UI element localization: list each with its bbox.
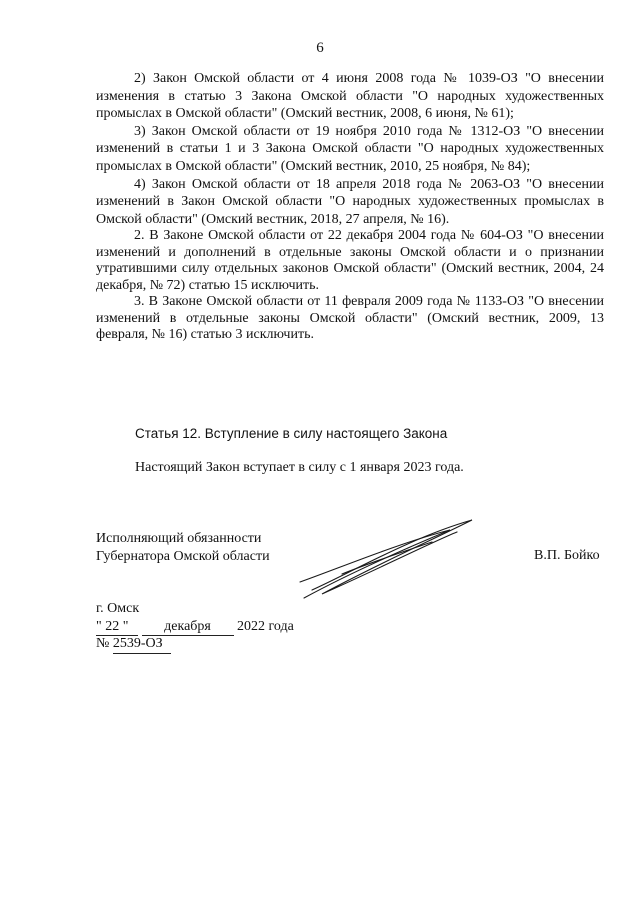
signatory-role-line1: Исполняющий обязанности <box>96 531 262 546</box>
signatory-name: В.П. Бойко <box>534 548 600 563</box>
law-body <box>96 70 604 344</box>
city-line: г. Омск <box>96 601 140 616</box>
number-sign: № <box>96 636 110 651</box>
law-number: 2539-ОЗ <box>112 636 163 651</box>
place-and-date-block <box>96 600 294 653</box>
signatory-role-line2: Губернатора Омской области <box>96 548 270 564</box>
date-line <box>96 618 294 636</box>
handwritten-signature <box>282 512 482 602</box>
effective-date-text: Настоящий Закон вступает в силу с 1 января 2023 года. <box>135 460 464 475</box>
law-number-line <box>96 635 294 653</box>
page-number: 6 <box>316 40 324 56</box>
paragraph-point-2: 2. В Законе Омской области от 22 декабря 2004 года № 604-ОЗ "О внесении изменений и дополнений в отдельные законы Омской области и о признании утратившими силу отдельных законов Омской области" (Омский вестник, 2004, 24 декабря, № 72) статью 15 исключить. <box>96 228 604 293</box>
date-year: 2022 года <box>237 618 294 634</box>
date-month: декабря <box>164 618 211 634</box>
paragraph-point-3: 3. В Законе Омской области от 11 февраля 2009 года № 1133-ОЗ "О внесении изменений в отдельные законы Омской области" (Омский вестник, 2009, 13 февраля, № 16) статью 3 исключить. <box>96 294 604 343</box>
date-day: 22 <box>105 618 120 634</box>
date-month-field <box>142 618 234 637</box>
paragraph-item-2: 2) Закон Омской области от 4 июня 2008 года № 1039-ОЗ "О внесении изменения в статью 3 Закона Омской области "О народных художественных промыслах в Омской области" (Омский вестник, 2008, 6 июня, № 61); <box>96 71 604 122</box>
signatory-title <box>96 530 270 565</box>
paragraph-item-4: 4) Закон Омской области от 18 апреля 2018 года № 2063-ОЗ "О внесении изменений в Закон Омской области "О народных художественных промыслах в Омской области" (Омский вестник, 2018, 27 апреля, № 16). <box>96 176 604 227</box>
law-number-field <box>113 635 171 654</box>
date-day-field: " 22 " <box>96 618 138 637</box>
article-heading: Статья 12. Вступление в силу настоящего Закона <box>135 426 448 441</box>
paragraph-item-3: 3) Закон Омской области от 19 ноября 2010 года № 1312-ОЗ "О внесении изменений в статьи 1 и 3 Закона Омской области "О народных художественных промыслах в Омской области" (Омский вестник, 2010, 25 ноября, № 84); <box>96 123 604 174</box>
